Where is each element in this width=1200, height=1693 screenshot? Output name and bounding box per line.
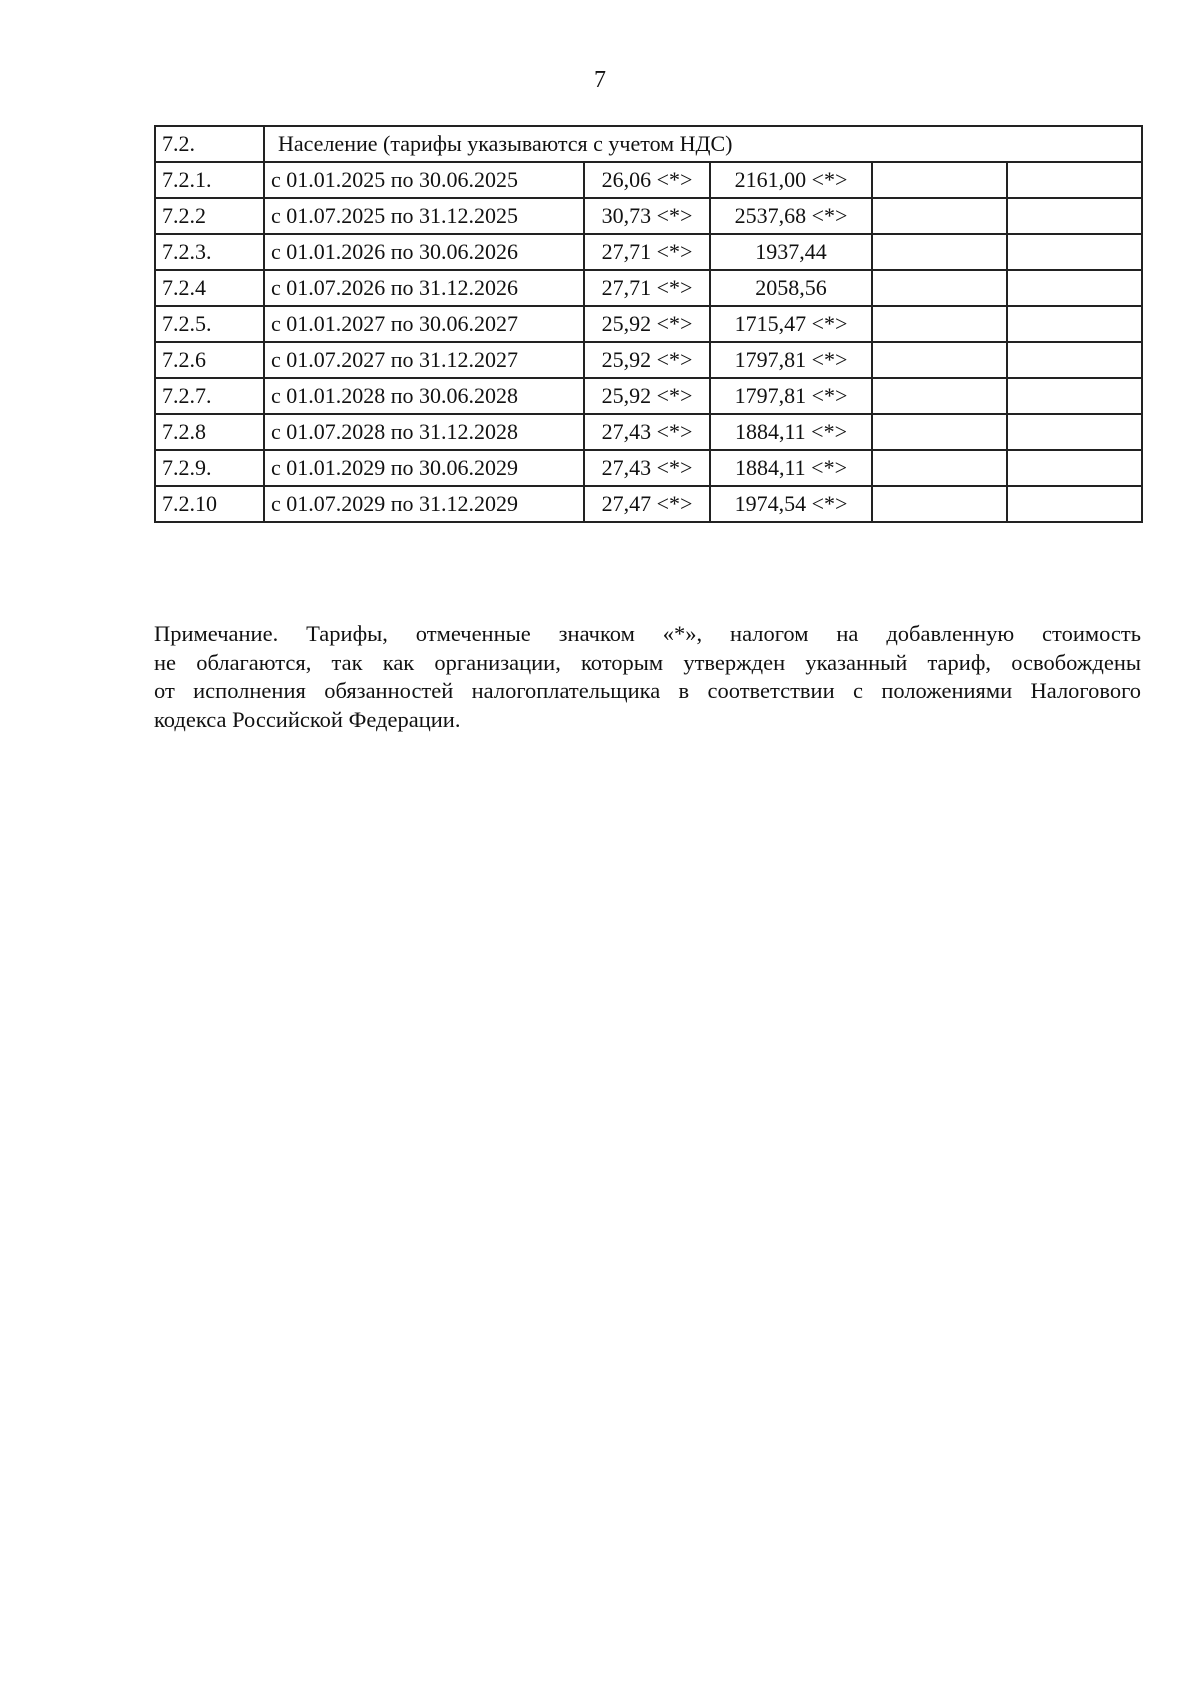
tariff-table-body [155,126,1142,522]
table-row [155,342,1142,378]
value4-cell [1007,198,1142,234]
table-row [155,270,1142,306]
table-row [155,414,1142,450]
row-number-cell: 7.2.3. [155,234,264,270]
period-cell: с 01.01.2025 по 30.06.2025 [264,162,584,198]
row-number-cell: 7.2.7. [155,378,264,414]
value1-cell: 25,92 <*> [584,342,710,378]
value3-cell [872,378,1007,414]
value4-cell [1007,162,1142,198]
value4-cell [1007,414,1142,450]
value2-cell: 1884,11 <*> [710,414,872,450]
value1-cell: 25,92 <*> [584,378,710,414]
value3-cell [872,270,1007,306]
value2-cell: 1937,44 [710,234,872,270]
value2-cell: 2537,68 <*> [710,198,872,234]
table-row [155,378,1142,414]
value3-cell [872,486,1007,522]
value1-cell: 27,43 <*> [584,414,710,450]
period-cell: с 01.01.2026 по 30.06.2026 [264,234,584,270]
value3-cell [872,414,1007,450]
value1-cell: 26,06 <*> [584,162,710,198]
value4-cell [1007,270,1142,306]
note-paragraph [154,620,1141,734]
section-title: Население (тарифы указываются с учетом НДС) [264,126,1142,162]
table-row [155,486,1142,522]
value4-cell [1007,450,1142,486]
value1-cell: 25,92 <*> [584,306,710,342]
table-row [155,198,1142,234]
row-number-cell: 7.2.1. [155,162,264,198]
value2-cell: 1884,11 <*> [710,450,872,486]
table-header-row [155,126,1142,162]
table-row [155,162,1142,198]
value2-cell: 2161,00 <*> [710,162,872,198]
table-row [155,450,1142,486]
value1-cell: 30,73 <*> [584,198,710,234]
period-cell: с 01.01.2027 по 30.06.2027 [264,306,584,342]
period-cell: с 01.07.2026 по 31.12.2026 [264,270,584,306]
row-number-cell: 7.2.8 [155,414,264,450]
value3-cell [872,234,1007,270]
value3-cell [872,306,1007,342]
value2-cell: 1797,81 <*> [710,378,872,414]
period-cell: с 01.07.2029 по 31.12.2029 [264,486,584,522]
value2-cell: 1715,47 <*> [710,306,872,342]
note-line: не облагаются, так как организации, которым утвержден указанный тариф, освобождены [154,649,1141,675]
value4-cell [1007,486,1142,522]
value1-cell: 27,71 <*> [584,234,710,270]
value4-cell [1007,306,1142,342]
value2-cell: 1797,81 <*> [710,342,872,378]
value1-cell: 27,47 <*> [584,486,710,522]
table-row [155,306,1142,342]
value4-cell [1007,342,1142,378]
row-number-cell: 7.2.2 [155,198,264,234]
row-number-cell: 7.2.10 [155,486,264,522]
value3-cell [872,342,1007,378]
value3-cell [872,198,1007,234]
row-number-cell: 7.2.4 [155,270,264,306]
note-line: кодекса Российской Федерации. [154,706,461,732]
value2-cell: 1974,54 <*> [710,486,872,522]
note-line: от исполнения обязанностей налогоплательщика в соответствии с положениями Налогового [154,678,1141,703]
period-cell: с 01.01.2028 по 30.06.2028 [264,378,584,414]
value1-cell: 27,43 <*> [584,450,710,486]
tariff-table [154,125,1143,523]
period-cell: с 01.07.2028 по 31.12.2028 [264,414,584,450]
row-number-cell: 7.2.9. [155,450,264,486]
period-cell: с 01.07.2025 по 31.12.2025 [264,198,584,234]
row-number-cell: 7.2.6 [155,342,264,378]
period-cell: с 01.01.2029 по 30.06.2029 [264,450,584,486]
value3-cell [872,450,1007,486]
value1-cell: 27,71 <*> [584,270,710,306]
note-line: Примечание. Тарифы, отмеченные значком «*», налогом на добавленную стоимость [154,621,1141,646]
page-number: 7 [594,67,606,93]
value4-cell [1007,234,1142,270]
value4-cell [1007,378,1142,414]
section-number: 7.2. [155,126,264,162]
value3-cell [872,162,1007,198]
row-number-cell: 7.2.5. [155,306,264,342]
value2-cell: 2058,56 [710,270,872,306]
period-cell: с 01.07.2027 по 31.12.2027 [264,342,584,378]
table-row [155,234,1142,270]
